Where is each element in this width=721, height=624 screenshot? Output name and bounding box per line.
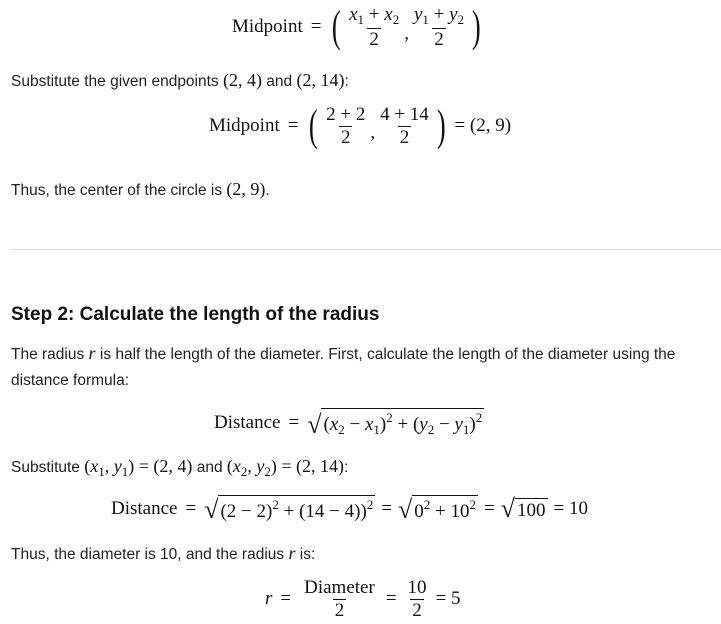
radius-explanation: The radius r is half the length of the diameter. First, calculate the length of the diameter using the distance formula: bbox=[11, 343, 676, 389]
midpoint-formula: Midpoint = ( $\frac{x_1 + x_2}{2}$ , $\frac{y_1 + y_2}{2}$ ) bbox=[232, 2, 481, 52]
distance-substitution: Distance = √ $(2 - 2)^2 + (14 - 4))^2$ = √ $0^2 + 10^2$ = √ 100 = 10 bbox=[111, 494, 588, 524]
section-divider bbox=[11, 249, 721, 250]
sqrt-symbol: √ $(x_2 - x_1)^2 + (y_2 - y_1)^2$ bbox=[307, 410, 483, 439]
center-result-text: Thus, the center of the circle is (2, 9). bbox=[11, 179, 270, 199]
distance-formula: Distance = √ $(x_2 - x_1)^2 + (y_2 - y_1)^2$ bbox=[214, 410, 483, 439]
x-fraction: $\frac{x_1 + x_2}{2}$ bbox=[349, 4, 400, 50]
right-paren: ) bbox=[471, 2, 481, 52]
step2-heading: Step 2: Calculate the length of the radius bbox=[11, 304, 380, 325]
substitute-points-text: Substitute ($x_1$, $y_1) = (2$, 4) and ($x_2$, $y_2) = (2$, 14): bbox=[11, 456, 349, 479]
radius-calculation: r = $\frac{\text{Diameter}}{2}$ = $\frac{10}{2}$ = 5 bbox=[265, 577, 461, 621]
midpoint-label: Midpoint bbox=[232, 16, 303, 38]
diameter-result-text: Thus, the diameter is 10, and the radius r is: bbox=[11, 543, 316, 563]
substitute-endpoints-text: Substitute the given endpoints (2, 4) and (2, 14): bbox=[11, 70, 349, 90]
midpoint-substitution: Midpoint = ( $\frac{2 + 2}{2}$ , $\frac{4 + 14}{2}$ ) = (2, 9) bbox=[209, 101, 512, 151]
left-paren: ( bbox=[332, 2, 342, 52]
y-fraction: $\frac{y_1 + y_2}{2}$ bbox=[413, 4, 465, 50]
